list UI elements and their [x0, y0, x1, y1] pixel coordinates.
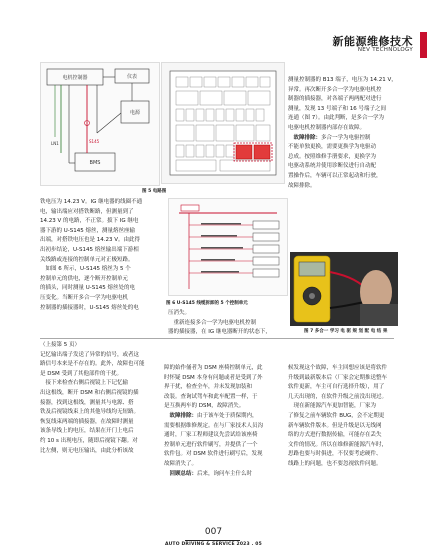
- text-line: 候发现这个故障，车主回想应该是将软件: [288, 365, 388, 371]
- figure-6-caption: 图 6 U-S145 线缆拆卸的 5 个控制单元: [166, 301, 248, 306]
- text-line: 新车辆软件版本。但是升级是以无线网: [288, 422, 382, 429]
- text-line: 出端，对搭铁电压也是 14.23 V。由此得: [40, 237, 141, 244]
- text-line: 控制单元的供电，逐个断开控制单元: [40, 275, 129, 282]
- text-line: 电，输出端应对搭铁断路，但测量到了: [40, 208, 134, 215]
- text-line: 控制器的插接器时，U-S145 熔丝处的电: [40, 304, 139, 311]
- text-line: 器下游的 U-S145 熔丝，测量熔丝座输: [40, 227, 135, 234]
- magazine-name: AUTO DRIVING & SERVICE 2023 . 05: [165, 542, 262, 547]
- text-line: 故障排除。: [288, 182, 316, 189]
- text-line: 接下来检查右侧后视镜上下记忆输: [40, 380, 129, 387]
- section-title: 新能源维修技术: [332, 35, 413, 48]
- text-line: 了修复之前车辆软件 BUG，会不定期更: [288, 412, 385, 419]
- text-line: 思路也要与时俱进，不仅要考虑硬件、: [288, 451, 382, 458]
- text-line: 线路上的问题，也不要忽视软件问题。: [288, 460, 382, 467]
- header-accent-bar: [420, 32, 427, 58]
- text-line: 的插头，同时测量 U-S145 熔丝处的电: [40, 285, 135, 292]
- figure-6-wiring-diagram: [168, 198, 288, 296]
- text-line: 重新连接多合一学为电驱电机控制: [168, 319, 257, 326]
- text-line: 置操作后，车辆可以正常起动和行驶，: [288, 172, 382, 179]
- text-line: 制器的插接器，对各端子两两配对进行: [288, 96, 382, 103]
- text-line: 界干扰，检查全车，并未发现加装和: [164, 384, 253, 391]
- fault-resolution-label: 故障排除：: [293, 134, 322, 141]
- section-divider: [40, 338, 394, 339]
- page-number: 007: [204, 527, 223, 537]
- text-line: 约 10 s 出现电压，随即后视镜下翻。对: [40, 437, 138, 444]
- text-line: 需要根据维修规定。在与厂家技术人员沟: [164, 422, 264, 429]
- review-summary-line: [164, 470, 282, 480]
- text-line: 故障消失了。: [164, 460, 198, 467]
- text-line: 记忆输出端子发送了异常的信号，或者这: [40, 351, 140, 358]
- text-line: 文件的情况。所以在维修新能源汽车时，: [288, 441, 388, 448]
- text-line: 连通（图 7）。由此判断，是多合一学为: [288, 115, 384, 122]
- text-line: 软件更新，车主可自行选择升级），用了: [288, 384, 385, 391]
- lower-col3-text: [288, 364, 400, 470]
- text-line: 是互换两车的 DSM，故障消失。: [164, 403, 245, 410]
- fuse-box-diagram: [161, 62, 285, 184]
- text-line: 器的插接器，在 IG 继电器断开的状态下，: [168, 329, 271, 336]
- fault-resolution-label: 故障排除：: [169, 412, 198, 419]
- wiring-diagram-svg: [169, 199, 287, 295]
- text-line: 压消失。: [168, 310, 191, 316]
- text-line: 恢复线束两端的插接器，在故障时测量: [40, 418, 134, 425]
- text-line: 改装。查询试驾车和此车配置一样，于: [164, 393, 258, 400]
- text-line: 异常。再次断开多合一学为电驱电机控: [288, 86, 382, 93]
- text-line: 多合一学为电驱控制: [321, 134, 371, 141]
- text-line: 出这根线，断开 DSM 和右侧后视镜的插: [40, 389, 139, 396]
- text-line: 通时，厂家工程师建议先尝试给该座椅: [164, 432, 258, 439]
- circuit-label-top: 电机控制器: [62, 75, 88, 81]
- upper-col3-text: [288, 76, 400, 191]
- text-line: 压变化。当断开多合一学为电驱电机: [40, 294, 129, 301]
- text-line: 障的始作俑者为 DSM 座椅控制单元，此: [164, 365, 263, 371]
- circuit-label-right-top: 仪表: [126, 74, 138, 80]
- figure-5-circuit-diagram: [40, 62, 160, 186]
- text-line: 软件包。对 DSM 软件进行刷写后，发现: [164, 451, 263, 458]
- text-line: 现在新能源汽车更加智能，厂家为: [288, 403, 377, 410]
- text-line: 时怀疑 DSM 本身有问题或者是受到了外: [164, 374, 263, 381]
- fault-resolution-line: [288, 134, 400, 144]
- section-subtitle: NEV TECHNOLOGY: [357, 47, 413, 53]
- text-line: 比左侧，则无电压输出，由此分析该故: [40, 447, 134, 454]
- text-line: 由于该车处于质保期内，: [197, 412, 258, 419]
- text-line: 后来，询问车主什么时: [197, 470, 253, 477]
- text-line: 电驱电机控制器内部存在故障。: [288, 124, 366, 131]
- circuit-pin-left: LN1: [51, 141, 59, 146]
- circuit-label-bottom: BMS: [89, 160, 101, 166]
- text-line: （上接第 5 页）: [40, 342, 80, 348]
- text-line: 铁及后视镜线束上的其他导线均无短路。: [40, 409, 140, 416]
- text-line: 几天出现的，在软件升级之前没出现过。: [288, 393, 388, 400]
- lower-col2-text: [164, 364, 282, 479]
- text-line: 控制单元进行软件刷写，并提供了一个: [164, 441, 258, 448]
- text-line: 铁电压为 14.23 V。IG 继电器的线圈不通: [40, 199, 143, 205]
- text-line: 是 DSM 受到了其他部件的干扰。: [40, 370, 122, 377]
- fuse-box-svg: [162, 63, 284, 183]
- text-line: 出初步结论，U-S145 熔丝输出端下游相: [40, 246, 139, 253]
- footer-rule: [185, 540, 240, 541]
- text-line: 络的方式进行数据传输，可能存在丢失: [288, 432, 382, 439]
- circuit-label-right-mid: 电源: [129, 110, 141, 116]
- figure-7-multimeter-photo: [290, 252, 398, 326]
- text-line: 测量控制器的 B13 端子，电压为 14.21 V，: [288, 77, 397, 83]
- text-line: 关线路或连接的控制单元对正极短路。: [40, 256, 134, 263]
- figure-5-caption: 图 5 电路图: [142, 189, 167, 194]
- text-line: 接器，找到这根线，测量其与电源、搭: [40, 399, 134, 406]
- review-summary-label: 回顾总结：: [169, 470, 198, 477]
- text-line: 路信号本来是不存在的。此外，故障也可能: [40, 361, 145, 368]
- multimeter-photo-svg: [290, 252, 398, 326]
- text-line: 电驱动系统并使用诊断仪进行自动配: [288, 163, 377, 170]
- upper-col1-text: [40, 198, 160, 313]
- circuit-diagram-svg: [41, 63, 159, 185]
- upper-col2-text: [168, 309, 288, 338]
- lower-col1-text: [40, 341, 157, 456]
- text-line: 总成。按照维修手册要求，更换学为: [288, 153, 377, 160]
- fault-resolution-line: [164, 412, 282, 422]
- text-line: 升级到最新版本后（厂家会定期推送整车: [288, 374, 388, 381]
- text-line: 不能单独更换，需要更换学为电驱动: [288, 144, 377, 151]
- figure-7-caption: 图 7 多合一 学习 电 驱 规 划 配 电 结 果: [304, 329, 388, 334]
- text-line: 如图 6 所示，U-S145 熔丝为 5 个: [40, 266, 131, 273]
- circuit-pin-right: S145: [89, 139, 100, 144]
- text-line: 测量，发现 13 号端子和 16 号端子之间: [288, 105, 386, 112]
- text-line: 14.23 V 的电路，不正常。拔下 IG 继电: [40, 218, 139, 225]
- text-line: 该条导线上的电压，结果在开门上电后: [40, 428, 134, 435]
